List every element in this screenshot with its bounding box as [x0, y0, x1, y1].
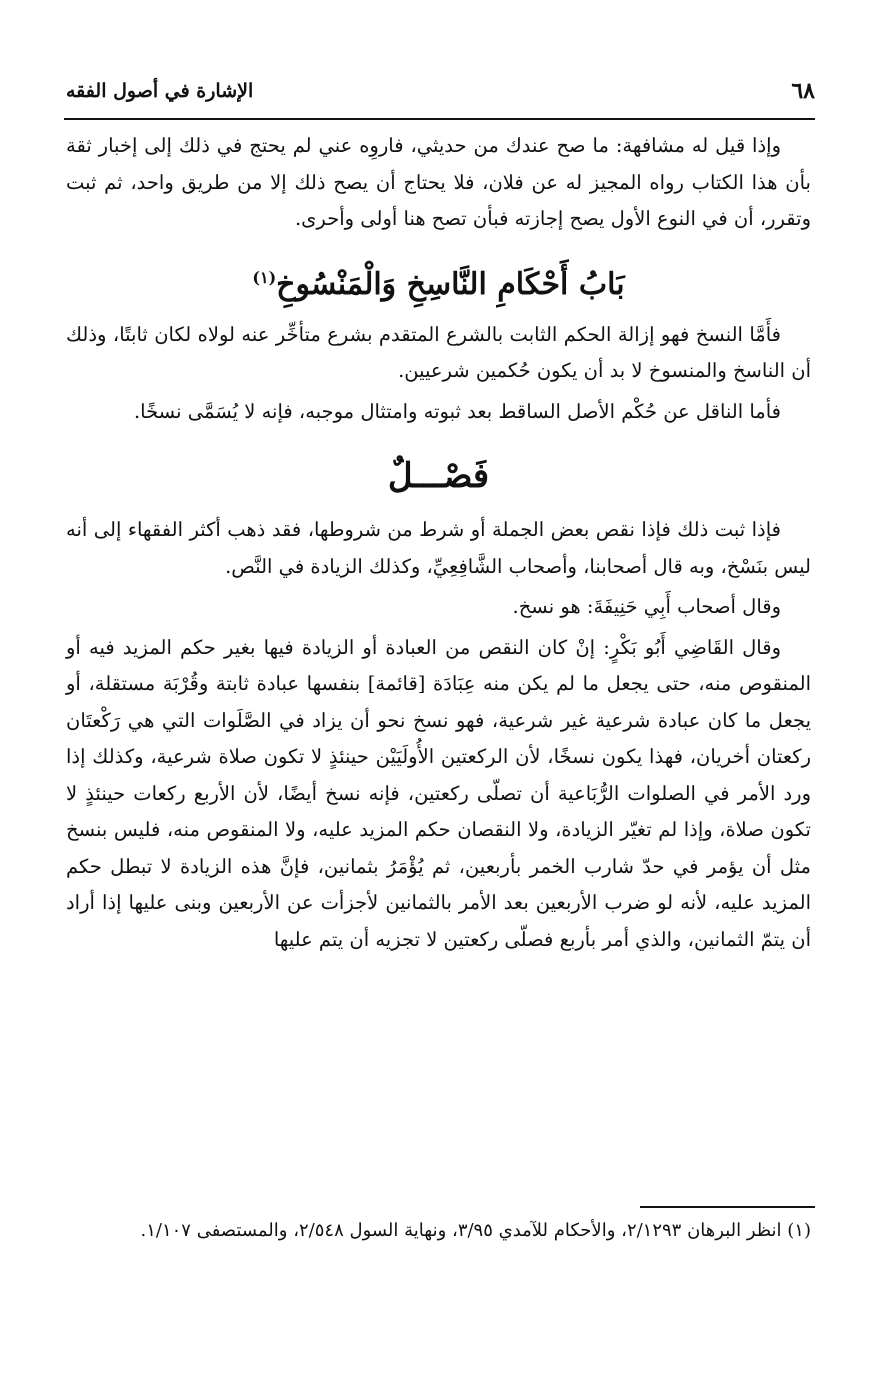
footnote-rule [640, 1206, 815, 1208]
page-number: ٦٨ [791, 78, 815, 104]
section-heading-text: بَابُ أَحْكَامِ النَّاسِخِ وَالْمَنْسُوخِ [276, 266, 625, 302]
section-heading [66, 256, 811, 307]
paragraph: فإذا ثبت ذلك فإذا نقص بعض الجملة أو شرط من شروطها، فقد ذهب أكثر الفقهاء إلى أنه ليس بنَسْخ، وبه قال أصحابنا، وأصحاب الشَّافِعِيِّ، وكذلك الزيادة في النَّص. [66, 518, 811, 578]
paragraph: وإذا قيل له مشافهة: ما صح عندك من حديثي، فاروِه عني لم يحتج في ذلك إلى إخبار ثقة بأن هذا الكتاب رواه المجيز له عن فلان، فلا يحتاج أن يصح ذلك إلا من طريق واحد، ثم ثبت وتقرر، أن في النوع الأول يصح إجازته فبأن تصح هنا أولى وأحرى. [66, 134, 811, 230]
running-title: الإشارة في أصول الفقه [66, 80, 254, 102]
page-header [66, 78, 815, 110]
fasl-heading: فَصْـــلٌ [387, 456, 490, 496]
main-text [66, 128, 811, 958]
paragraph: وقال القَاضِي أَبُو بَكْرٍ: إنْ كان النقص من العبادة أو الزيادة فيها بغير حكم المزيد فيه أو المنقوص منه، حتى يجعل ما لم يكن منه عِبَادَة [قائمة] بنفسها عبادة ثابتة وقُرْبَة مستقلة، أو يجعل ما كان عبادة شرعية غير شرعية، فهو نسخ نحو أن يزاد في الصَّلَوات التي هي رَكْعتَان ركعتان أخريان، فهذا يكون نسخًا، لأن الركعتين الأُولَيَيْن حينئذٍ لا تكون صلاة شرعية، وكذلك إذا ورد الأمر في الصلوات الرُّبَاعية أن تصلّى ركعتين، فإنه نسخ أيضًا، لأن الأربع ركعات حينئذٍ لا تكون صلاة، وإذا لم تغيّر الزيادة، ولا النقصان حكم المزيد عليه، ولا المنقوص منه، فليس بنسخ مثل أن يؤمر في حدّ شارب الخمر بأربعين، ثم يُؤْمَرُ بثمانين، فإنَّ هذه الزيادة لا تبطل حكم المزيد عليه، لأنه لو ضرب الأربعين بعد الأمر بالثمانين لأجزأت عن الأربعين وبنى عليها إذا أراد أن يتمّ الثمانين، والذي أمر بأربع فصلّى ركعتين لا تجزيه أن يتم عليها [66, 635, 811, 951]
paragraph: وقال أصحاب أَبِي حَنِيفَةَ: هو نسخ. [512, 595, 781, 618]
header-rule [64, 118, 815, 120]
footnote: (١) انظر البرهان ٢/١٢٩٣، والأحكام للآمدي ٣/٩٥، ونهاية السول ٢/٥٤٨، والمستصفى ١/١٠٧. [140, 1220, 811, 1241]
paragraph: فأما الناقل عن حُكْم الأصل الساقط بعد ثبوته وامتثال موجبه، فإنه لا يُسَمَّى نسخًا. [133, 399, 781, 423]
footnote-marker: (١) [252, 267, 277, 287]
paragraph: فأَمَّا النسخ فهو إزالة الحكم الثابت بالشرع المتقدم بشرع متأخِّر عنه لولاه لكان ثابتًا، وذلك أن الناسخ والمنسوخ لا بد أن يكون حُكمين شرعيين. [66, 322, 811, 382]
